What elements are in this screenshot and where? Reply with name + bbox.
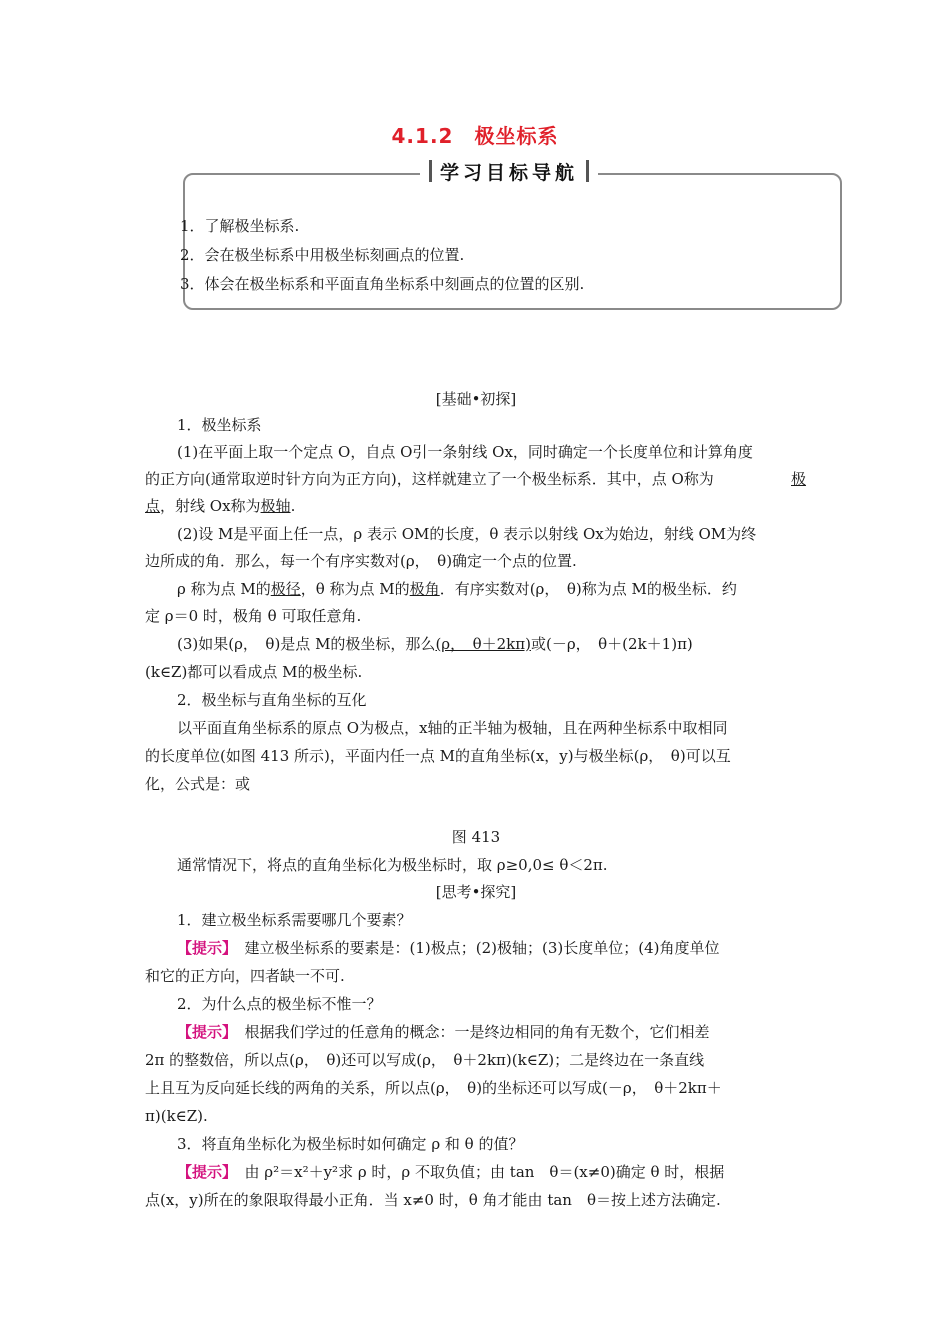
text-run: 或(－ρ， θ＋(2k＋1)π) xyxy=(530,635,693,653)
paragraph-line: 以平面直角坐标系的原点 O为极点，x轴的正半轴为极轴，且在两种坐标系中取相同 xyxy=(177,719,728,737)
hint-label: 【提示】 xyxy=(177,939,230,957)
hint-label: 【提示】 xyxy=(177,1163,230,1181)
paragraph-line xyxy=(145,492,807,520)
text-run: 建立极坐标系的要素是：(1)极点；(2)极轴；(3)长度单位；(4)角度单位 xyxy=(229,939,720,957)
learning-goals-title: 学习目标导航 xyxy=(439,161,578,184)
term-polar-angle: 极角 xyxy=(409,580,440,598)
answer-line: 2π 的整数倍，所以点(ρ， θ)还可以写成(ρ， θ＋2kπ)(k∈Z)；二是终边在一条直线 xyxy=(145,1051,705,1069)
paragraph-line: (1)在平面上取一个定点 O，自点 O引一条射线 Ox，同时确定一个长度单位和计算角度 xyxy=(177,443,753,461)
text-run: (3)如果(ρ， θ)是点 M的极坐标，那么 xyxy=(177,635,436,653)
text-run: 根据我们学过的任意角的概念：一是终边相同的角有无数个，它们相差 xyxy=(229,1023,710,1041)
goal-item: 3．体会在极坐标系和平面直角坐标系中刻画点的位置的区别. xyxy=(180,275,585,293)
figure-caption: 图 413 xyxy=(451,828,501,846)
paragraph-line xyxy=(145,630,839,658)
header-bar-right xyxy=(586,160,589,182)
subsection-title-polar-system: 1．极坐标系 xyxy=(177,416,262,434)
subsection-title-conversion: 2．极坐标与直角坐标的互化 xyxy=(177,691,367,709)
answer-line xyxy=(145,1018,839,1046)
paragraph-line: 边所成的角．那么，每一个有序实数对(ρ， θ)确定一个点的位置. xyxy=(145,552,577,570)
answer-line: 上且互为反向延长线的两角的关系，所以点(ρ， θ)的坐标还可以写成(－ρ， θ＋2kπ＋ xyxy=(145,1079,722,1097)
paragraph-line: 化，公式是：或 xyxy=(145,775,251,793)
question-3: 3．将直角坐标化为极坐标时如何确定 ρ 和 θ 的值？ xyxy=(177,1135,524,1153)
header-bar-left xyxy=(429,160,432,182)
answer-line: 和它的正方向，四者缺一不可. xyxy=(145,967,345,985)
goal-item: 2．会在极坐标系中用极坐标刻画点的位置. xyxy=(180,246,465,264)
section-label-basics: [基础•初探] xyxy=(435,390,517,408)
learning-goals-header xyxy=(420,155,598,187)
hint-label: 【提示】 xyxy=(177,1023,230,1041)
term-pole-start: 极 xyxy=(791,465,806,493)
goal-item: 1．了解极坐标系. xyxy=(180,217,300,235)
text-run: . xyxy=(290,497,296,515)
learning-goals-list xyxy=(180,212,584,299)
text-run: ．有序实数对(ρ， θ)称为点 M的极坐标．约 xyxy=(439,580,737,598)
answer-line: 点(x，y)所在的象限取得最小正角．当 x≠0 时，θ 角才能由 tan θ＝按上述方法确定. xyxy=(145,1191,721,1209)
text-run: ，射线 Ox称为 xyxy=(160,497,261,515)
page-title: 4.1.2 极坐标系 xyxy=(391,124,559,148)
term-polar-axis: 极轴 xyxy=(260,497,291,515)
term-polar-radius: 极径 xyxy=(270,580,301,598)
paragraph-line: 定 ρ＝0 时，极角 θ 可取任意角. xyxy=(145,607,362,625)
paragraph-line: (2)设 M是平面上任一点，ρ 表示 OM的长度，θ 表示以射线 Ox为始边，射线 OM为终 xyxy=(177,525,757,543)
paragraph-line: 的正方向(通常取逆时针方向为正方向)，这样就建立了一个极坐标系．其中，点 O称为 xyxy=(145,470,714,488)
question-1: 1．建立极坐标系需要哪几个要素？ xyxy=(177,911,412,929)
term-equivalent-coords: (ρ， θ＋2kπ) xyxy=(435,635,531,653)
text-run: ρ 称为点 M的 xyxy=(177,580,271,598)
answer-line xyxy=(145,934,839,962)
text-run: 由 ρ²＝x²＋y²求 ρ 时，ρ 不取负值；由 tan θ＝(x≠0)确定 θ 时，根据 xyxy=(229,1163,725,1181)
paragraph-line: 的长度单位(如图 413 所示)，平面内任一点 M的直角坐标(x，y)与极坐标(ρ， θ)可以互 xyxy=(145,747,731,765)
paragraph-line: 通常情况下，将点的直角坐标化为极坐标时，取 ρ≥0,0≤ θ＜2π. xyxy=(177,856,608,874)
question-2: 2．为什么点的极坐标不惟一？ xyxy=(177,995,382,1013)
section-label-think: [思考•探究] xyxy=(435,883,517,901)
paragraph-line: (k∈Z)都可以看成点 M的极坐标. xyxy=(145,663,363,681)
answer-line xyxy=(145,1158,839,1186)
paragraph-line xyxy=(145,575,839,603)
answer-line: π)(k∈Z). xyxy=(145,1107,208,1125)
text-run: ，θ 称为点 M的 xyxy=(300,580,410,598)
term-pole-part: 点 xyxy=(145,497,161,515)
